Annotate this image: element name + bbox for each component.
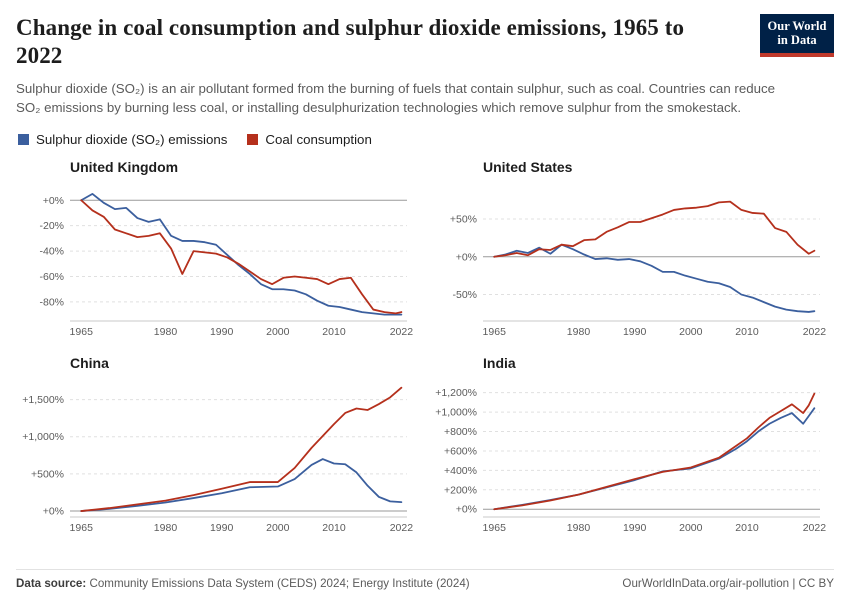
legend-label-coal: Coal consumption [265, 131, 372, 147]
y-axis-tick-label: +1,000% [22, 431, 64, 444]
chart-svg [429, 177, 834, 343]
x-axis-tick-label: 2000 [266, 325, 290, 338]
chart-svg [16, 373, 421, 539]
owid-logo[interactable] [760, 14, 834, 57]
panel-china [16, 355, 421, 547]
chart-credit[interactable]: OurWorldInData.org/air-pollution | CC BY [622, 577, 834, 590]
owid-logo-line1: Our World [767, 19, 827, 33]
series-line [494, 245, 814, 312]
x-axis-tick-label: 1990 [209, 325, 234, 338]
data-source-label: Data source: [16, 577, 87, 590]
data-source [16, 577, 470, 590]
panel-united-states [429, 159, 834, 351]
y-axis-tick-label: -20% [39, 220, 64, 233]
y-axis-tick-label: +400% [444, 464, 477, 477]
x-axis-tick-label: 2000 [679, 521, 703, 534]
legend-swatch-coal [247, 134, 258, 145]
y-axis-tick-label: +200% [444, 484, 477, 497]
y-axis-tick-label: +600% [444, 445, 477, 458]
chart-svg [16, 177, 421, 343]
y-axis-tick-label: -60% [39, 270, 64, 283]
y-axis-tick-label: +500% [31, 468, 64, 481]
x-axis-tick-label: 1965 [69, 521, 93, 534]
y-axis-tick-label: +0% [42, 194, 64, 207]
x-axis-tick-label: 2022 [389, 325, 414, 338]
x-axis-tick-label: 2022 [802, 325, 827, 338]
y-axis-tick-label: +0% [455, 251, 477, 264]
data-source-text: Community Emissions Data System (CEDS) 2024; Energy Institute (2024) [89, 577, 470, 590]
x-axis-tick-label: 1980 [153, 521, 178, 534]
panel-united-kingdom [16, 159, 421, 351]
series-line [494, 408, 814, 509]
x-axis-tick-label: 2010 [322, 325, 346, 338]
plot-area[interactable] [429, 373, 834, 539]
x-axis-tick-label: 2000 [266, 521, 290, 534]
panel-title: India [483, 354, 516, 371]
chart-legend [16, 132, 834, 147]
x-axis-tick-label: 1980 [566, 325, 591, 338]
y-axis-tick-label: -80% [39, 296, 64, 309]
panel-india [429, 355, 834, 547]
page-title: Change in coal consumption and sulphur dioxide emissions, 1965 to 2022 [16, 15, 685, 69]
series-line [81, 200, 401, 313]
small-multiples-grid [16, 159, 834, 547]
legend-label-so2: Sulphur dioxide (SO₂) emissions [36, 131, 228, 147]
x-axis-tick-label: 1965 [69, 325, 93, 338]
chart-svg [429, 373, 834, 539]
y-axis-tick-label: +0% [455, 503, 477, 516]
series-line [81, 459, 401, 511]
chart-subtitle: Sulphur dioxide (SO₂) is an air pollutant formed from the burning of fuels that contain sulphur, such as coal. Countries can reduce SO₂ emissions by burning less coal, or installing desulphurization technologies which remove sulphur from the smokestack. [16, 81, 776, 115]
panel-title: United States [483, 158, 573, 175]
panel-title: United Kingdom [70, 158, 179, 175]
x-axis-tick-label: 1980 [566, 521, 591, 534]
y-axis-tick-label: +0% [42, 505, 64, 518]
legend-item-coal[interactable] [247, 132, 371, 147]
x-axis-tick-label: 2010 [735, 521, 759, 534]
y-axis-tick-label: +1,500% [22, 393, 64, 406]
y-axis-tick-label: +800% [444, 425, 477, 438]
plot-area[interactable] [16, 177, 421, 343]
chart-footer [16, 569, 834, 590]
x-axis-tick-label: 1965 [482, 521, 506, 534]
x-axis-tick-label: 1990 [209, 521, 234, 534]
chart-header [16, 14, 834, 118]
x-axis-tick-label: 1990 [622, 521, 647, 534]
legend-swatch-so2 [18, 134, 29, 145]
panel-title: China [70, 354, 109, 371]
plot-area[interactable] [16, 373, 421, 539]
x-axis-tick-label: 2010 [322, 521, 346, 534]
y-axis-tick-label: +1,000% [435, 406, 477, 419]
series-line [81, 194, 401, 315]
y-axis-tick-label: +1,200% [435, 387, 477, 400]
x-axis-tick-label: 2022 [389, 521, 414, 534]
x-axis-tick-label: 1965 [482, 325, 506, 338]
y-axis-tick-label: -50% [452, 288, 477, 301]
legend-item-so2[interactable] [18, 132, 227, 147]
series-line [81, 388, 401, 511]
x-axis-tick-label: 1990 [622, 325, 647, 338]
y-axis-tick-label: +50% [449, 213, 477, 226]
owid-logo-line2: in Data [777, 33, 817, 47]
y-axis-tick-label: -40% [39, 245, 64, 258]
x-axis-tick-label: 2022 [802, 521, 827, 534]
x-axis-tick-label: 1980 [153, 325, 178, 338]
x-axis-tick-label: 2000 [679, 325, 703, 338]
plot-area[interactable] [429, 177, 834, 343]
x-axis-tick-label: 2010 [735, 325, 759, 338]
